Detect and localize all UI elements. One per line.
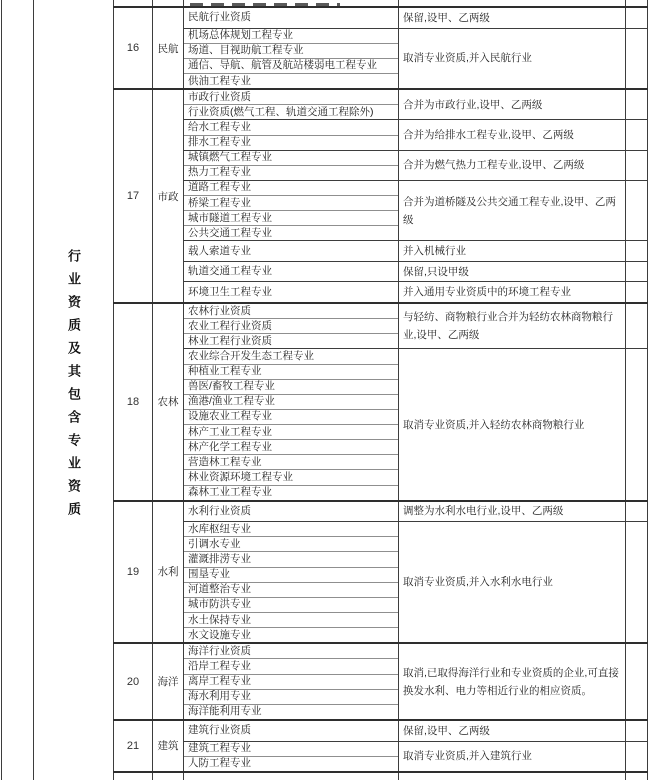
specialty-cell xyxy=(184,334,399,349)
table-right-gutter-cell xyxy=(626,720,648,741)
specialty-cell xyxy=(184,349,399,364)
specialty-label: 森林工业工程专业 xyxy=(188,486,272,499)
specialty-label: 海水利用专业 xyxy=(188,690,251,703)
specialty-cell xyxy=(184,319,399,334)
specialty-label: 人防工程专业 xyxy=(188,757,251,770)
specialty-cell xyxy=(184,628,399,644)
disposition-cell xyxy=(399,120,626,150)
specialty-label: 道路工程专业 xyxy=(188,181,251,194)
specialty-label: 围垦专业 xyxy=(188,568,230,581)
specialty-label: 建筑工程专业 xyxy=(188,742,251,755)
specialty-label: 通信、导航、航管及航站楼弱电工程专业 xyxy=(188,59,377,72)
industry-label: 海洋 xyxy=(157,676,179,689)
specialty-cell xyxy=(184,135,399,150)
specialty-cell xyxy=(184,659,399,674)
specialty-cell xyxy=(184,522,399,537)
disposition-cell xyxy=(399,261,626,282)
specialty-label: 环境卫生工程专业 xyxy=(188,285,272,298)
specialty-cell xyxy=(184,43,399,58)
specialty-label: 灌溉排涝专业 xyxy=(188,553,251,566)
specialty-cell xyxy=(184,597,399,612)
row-number-cell xyxy=(114,0,153,7)
specialty-label: 渔港/渔业工程专业 xyxy=(188,395,275,408)
disposition-text: 保留,设甲、乙两级 xyxy=(403,11,490,24)
specialty-cell xyxy=(184,211,399,226)
specialty-cell xyxy=(184,756,399,772)
disposition-cell xyxy=(399,241,626,262)
industry-label: 农林 xyxy=(157,396,179,409)
specialty-label: 供油工程专业 xyxy=(188,74,251,87)
specialty-cell xyxy=(184,73,399,89)
specialty-label: 水利行业资质 xyxy=(188,504,251,517)
specialty-label: 城市隧道工程专业 xyxy=(188,211,272,224)
specialty-cell xyxy=(184,741,399,756)
industry-cell xyxy=(153,501,184,644)
left-gutter-cell xyxy=(2,0,34,780)
specialty-label: 城镇燃气工程专业 xyxy=(188,151,272,164)
table-right-gutter-cell xyxy=(626,28,648,89)
disposition-text: 取消专业资质,并入轻纺农林商物粮行业 xyxy=(403,418,585,431)
specialty-cell xyxy=(184,582,399,597)
specialty-label: 热力工程专业 xyxy=(188,166,251,179)
table-right-gutter-cell xyxy=(626,150,648,180)
industry-cell xyxy=(153,0,184,7)
industry-label: 市政 xyxy=(157,190,179,203)
specialty-label: 水文设施专业 xyxy=(188,628,251,641)
specialty-label: 海洋行业资质 xyxy=(188,644,251,657)
specialty-label: 水库枢纽专业 xyxy=(188,522,251,535)
disposition-text: 合并为燃气热力工程专业,设甲、乙两级 xyxy=(403,159,585,172)
specialty-label: 林产化学工程专业 xyxy=(188,440,272,453)
specialty-label: 设施农业工程专业 xyxy=(188,410,272,423)
specialty-cell xyxy=(184,720,399,741)
specialty-label: 排水工程专业 xyxy=(188,136,251,149)
specialty-cell xyxy=(184,196,399,211)
table-right-gutter-cell xyxy=(626,0,648,7)
specialty-label: 桥梁工程专业 xyxy=(188,196,251,209)
specialty-label: 营造林工程专业 xyxy=(188,455,262,468)
specialty-cell xyxy=(184,394,399,409)
table-right-gutter-cell xyxy=(626,643,648,720)
industry-label: 民航 xyxy=(157,42,179,55)
specialty-label: 沿岸工程专业 xyxy=(188,659,251,672)
clipped-row-top xyxy=(2,0,648,7)
disposition-cell xyxy=(399,349,626,501)
disposition-cell xyxy=(399,741,626,772)
disposition-cell xyxy=(399,772,626,780)
table-right-gutter-cell xyxy=(626,180,648,241)
specialty-cell xyxy=(184,282,399,303)
row-number-cell xyxy=(114,89,153,303)
specialty-cell xyxy=(184,241,399,262)
row-number-cell xyxy=(114,720,153,772)
specialty-cell xyxy=(184,28,399,43)
specialty-cell xyxy=(184,180,399,195)
specialty-cell xyxy=(184,425,399,440)
specialty-label: 林业资源环境工程专业 xyxy=(188,470,293,483)
table-right-gutter-cell xyxy=(626,303,648,349)
specialty-label: 河道整治专业 xyxy=(188,583,251,596)
industry-cell xyxy=(153,89,184,303)
specialty-cell xyxy=(184,689,399,704)
disposition-text: 调整为水利水电行业,设甲、乙两级 xyxy=(403,505,564,518)
row-number-cell xyxy=(114,501,153,644)
specialty-label: 民航行业资质 xyxy=(188,11,251,24)
specialty-label: 离岸工程专业 xyxy=(188,675,251,688)
specialty-label: 水土保持专业 xyxy=(188,613,251,626)
specialty-cell xyxy=(184,120,399,135)
specialty-cell xyxy=(184,485,399,501)
specialty-label: 海洋能利用专业 xyxy=(188,705,262,718)
row-number-cell xyxy=(114,643,153,720)
disposition-cell xyxy=(399,303,626,349)
specialty-label: 机场总体规划工程专业 xyxy=(188,29,293,42)
disposition-cell xyxy=(399,0,626,7)
specialty-cell xyxy=(184,303,399,319)
disposition-cell xyxy=(399,522,626,644)
specialty-cell xyxy=(184,7,399,28)
disposition-text: 合并为市政行业,设甲、乙两级 xyxy=(403,98,543,111)
row-number: 17 xyxy=(126,190,140,203)
industry-label: 水利 xyxy=(157,566,179,579)
specialty-cell xyxy=(184,409,399,424)
industry-cell xyxy=(153,772,184,780)
row-number: 20 xyxy=(126,675,140,688)
specialty-cell xyxy=(184,567,399,582)
specialty-cell xyxy=(184,105,399,120)
vertical-header-cell xyxy=(34,0,114,780)
specialty-label: 兽医/畜牧工程专业 xyxy=(188,380,275,393)
industry-cell xyxy=(153,643,184,720)
row-number-cell xyxy=(114,7,153,89)
specialty-cell xyxy=(184,674,399,689)
table-right-gutter-cell xyxy=(626,772,648,780)
table-right-gutter-cell xyxy=(626,349,648,501)
disposition-cell xyxy=(399,28,626,89)
specialty-cell xyxy=(184,470,399,485)
disposition-text: 取消专业资质,并入民航行业 xyxy=(403,52,532,65)
specialty-label: 载人索道专业 xyxy=(188,244,251,257)
disposition-text: 与轻纺、商物粮行业合并为轻纺农林商物粮行业,设甲、乙两级 xyxy=(403,311,613,342)
disposition-text: 取消专业资质,并入建筑行业 xyxy=(403,750,532,763)
disposition-text: 合并为道桥隧及公共交通工程专业,设甲、乙两级 xyxy=(403,195,616,226)
specialty-label: 农林行业资质 xyxy=(188,304,251,317)
specialty-label: 给水工程专业 xyxy=(188,120,251,133)
disposition-cell xyxy=(399,150,626,180)
specialty-cell xyxy=(184,612,399,627)
disposition-text: 并入机械行业 xyxy=(403,245,466,258)
row-number-cell xyxy=(114,303,153,501)
disposition-cell xyxy=(399,643,626,720)
row-number: 19 xyxy=(126,565,140,578)
industry-cell xyxy=(153,720,184,772)
specialty-label: 公共交通工程专业 xyxy=(188,226,272,239)
specialty-cell xyxy=(184,379,399,394)
table-right-gutter-cell xyxy=(626,522,648,644)
industry-cell xyxy=(153,7,184,89)
specialty-cell xyxy=(184,704,399,720)
specialty-label: 种植业工程专业 xyxy=(188,365,262,378)
specialty-label: 林业工程行业资质 xyxy=(188,334,272,347)
specialty-label: 林产工业工程专业 xyxy=(188,425,272,438)
qualification-table xyxy=(1,0,648,780)
specialty-label: 行业资质(燃气工程、轨道交通工程除外) xyxy=(188,105,374,118)
disposition-cell xyxy=(399,180,626,241)
disposition-cell xyxy=(399,501,626,522)
specialty-cell xyxy=(184,89,399,105)
table-right-gutter-cell xyxy=(626,501,648,522)
specialty-label: 农业工程行业资质 xyxy=(188,319,272,332)
table-right-gutter-cell xyxy=(626,741,648,772)
disposition-cell xyxy=(399,89,626,120)
disposition-text: 保留,只设甲级 xyxy=(403,265,469,278)
specialty-label: 农业综合开发生态工程专业 xyxy=(188,349,314,362)
row-number: 16 xyxy=(126,42,140,55)
vertical-header-text: 行业资质及其包含专业资质 xyxy=(66,248,81,525)
industry-cell xyxy=(153,303,184,501)
disposition-text: 取消,已取得海洋行业和专业资质的企业,可直接换发水利、电力等相近行业的相应资质。 xyxy=(403,666,619,697)
clipped-text-fragment xyxy=(190,3,340,6)
specialty-cell xyxy=(184,165,399,180)
table-right-gutter-cell xyxy=(626,261,648,282)
disposition-text: 并入通用专业资质中的环境工程专业 xyxy=(403,286,571,299)
clipped-specialty-cell xyxy=(184,772,399,780)
specialty-cell xyxy=(184,261,399,282)
table-right-gutter-cell xyxy=(626,241,648,262)
row-number-cell xyxy=(114,772,153,780)
specialty-cell xyxy=(184,364,399,379)
specialty-label: 引调水专业 xyxy=(188,537,241,550)
table-right-gutter-cell xyxy=(626,282,648,303)
table-right-gutter-cell xyxy=(626,120,648,150)
specialty-label: 城市防洪专业 xyxy=(188,598,251,611)
specialty-cell xyxy=(184,501,399,522)
specialty-cell xyxy=(184,58,399,73)
disposition-cell xyxy=(399,7,626,28)
table-right-gutter-cell xyxy=(626,89,648,120)
table-right-gutter-cell xyxy=(626,7,648,28)
specialty-label: 轨道交通工程专业 xyxy=(188,265,272,278)
disposition-text: 保留,设甲、乙两级 xyxy=(403,724,490,737)
disposition-cell xyxy=(399,282,626,303)
specialty-cell xyxy=(184,537,399,552)
specialty-cell xyxy=(184,552,399,567)
specialty-cell xyxy=(184,440,399,455)
disposition-text: 合并为给排水工程专业,设甲、乙两级 xyxy=(403,129,574,141)
specialty-cell xyxy=(184,226,399,241)
disposition-cell xyxy=(399,720,626,741)
specialty-cell xyxy=(184,455,399,470)
specialty-cell xyxy=(184,150,399,165)
row-number: 18 xyxy=(126,395,140,408)
specialty-label: 场道、目视助航工程专业 xyxy=(188,44,304,57)
disposition-text: 取消专业资质,并入水利水电行业 xyxy=(403,576,553,589)
row-number: 21 xyxy=(126,739,140,752)
industry-label: 建筑 xyxy=(157,740,179,753)
specialty-cell xyxy=(184,643,399,659)
specialty-label: 建筑行业资质 xyxy=(188,724,251,737)
qualification-table-body xyxy=(2,0,648,780)
clipped-specialty-cell xyxy=(184,0,399,7)
specialty-label: 市政行业资质 xyxy=(188,90,251,103)
